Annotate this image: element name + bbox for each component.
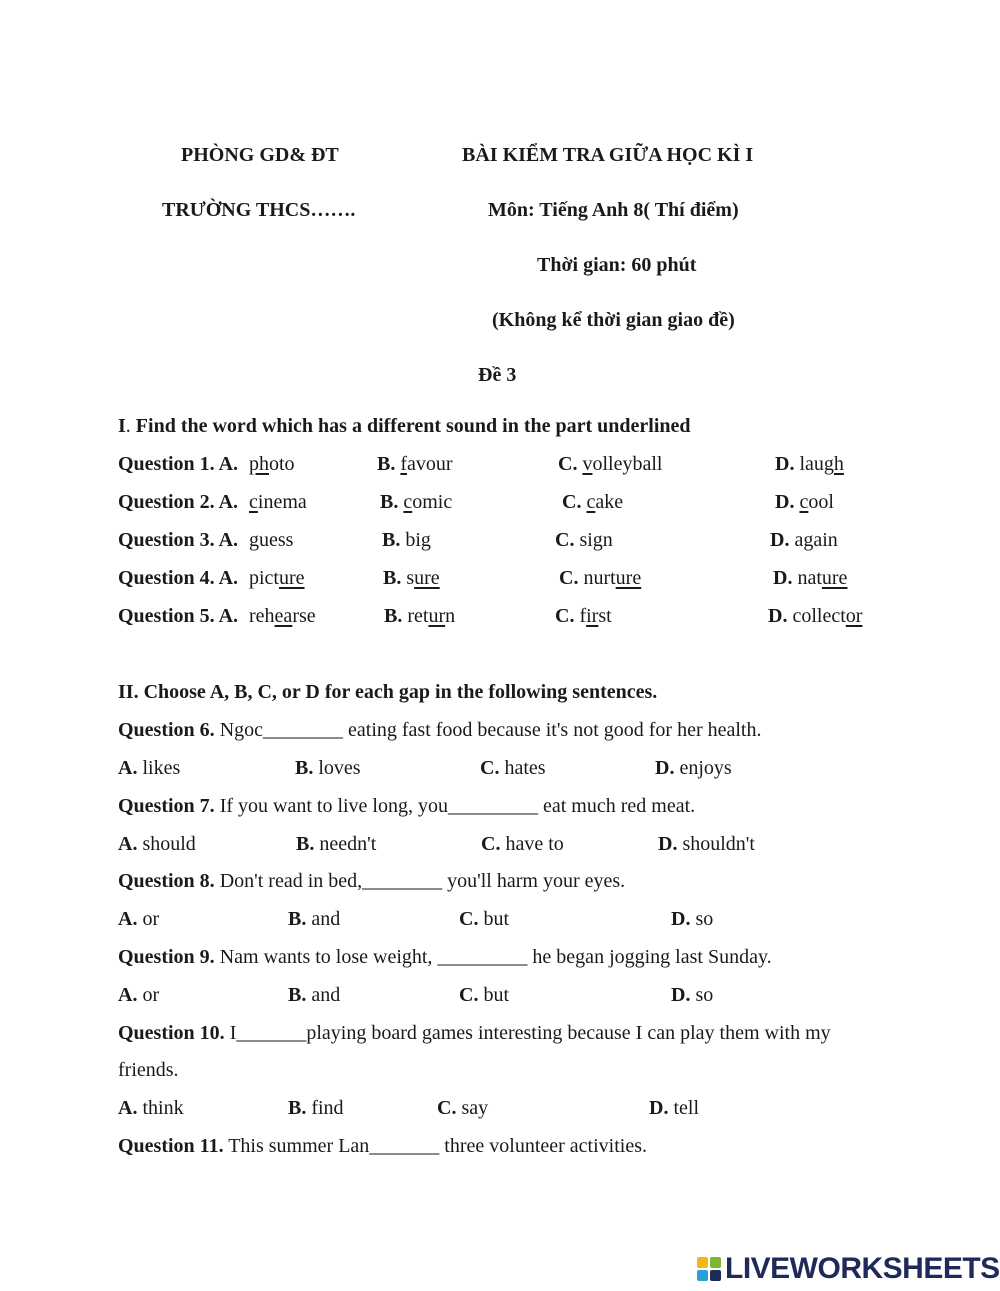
option-d: D. nature	[773, 567, 848, 589]
option-a: guess	[249, 529, 294, 551]
option-b: B. loves	[295, 757, 361, 779]
section-1-title: Find the word which has a different sound in the part underlined	[135, 415, 691, 437]
option-d: D. cool	[775, 491, 834, 513]
option-c: C. say	[437, 1097, 489, 1119]
option-a: rehearse	[249, 605, 316, 627]
option-a: cinema	[249, 491, 307, 513]
question-label: Question 1. A.	[118, 453, 239, 475]
question-label: Question 3. A.	[118, 529, 239, 551]
logo-square-1	[697, 1257, 708, 1268]
question-stem: Question 11. This summer Lan_______ three volunteer activities.	[118, 1135, 647, 1157]
question-stem-continued: friends.	[118, 1059, 179, 1081]
option-b: B. favour	[377, 453, 453, 475]
question-stem: Question 10. I_______playing board games interesting because I can play them with my	[118, 1022, 831, 1044]
logo-square-3	[697, 1270, 708, 1281]
option-b: B. sure	[383, 567, 440, 589]
option-d: D. collector	[768, 605, 863, 627]
option-c: C. sign	[555, 529, 613, 551]
option-c: C. have to	[481, 833, 564, 855]
question-label: Question 4. A.	[118, 567, 239, 589]
option-b: B. find	[288, 1097, 344, 1119]
exam-version: Đề 3	[478, 364, 517, 386]
exam-title: BÀI KIỂM TRA GIỮA HỌC KÌ I	[462, 144, 754, 166]
section-2-heading: II. Choose A, B, C, or D for each gap in the following sentences.	[118, 681, 658, 703]
option-a: photo	[249, 453, 295, 475]
department-name: PHÒNG GD& ĐT	[181, 144, 339, 166]
option-a: A. should	[118, 833, 196, 855]
option-a: A. likes	[118, 757, 181, 779]
question-label: Question 2. A.	[118, 491, 239, 513]
option-c: C. nurture	[559, 567, 642, 589]
option-c: C. but	[459, 984, 510, 1006]
option-b: B. comic	[380, 491, 453, 513]
question-stem: Question 8. Don't read in bed,________ you'll harm your eyes.	[118, 870, 626, 892]
section-1-number: I	[118, 415, 126, 437]
option-c: C. first	[555, 605, 612, 627]
option-d: D. so	[671, 908, 714, 930]
logo-text: LIVEWORKSHEETS	[725, 1252, 1000, 1285]
option-d: D. laugh	[775, 453, 844, 475]
question-label: Question 5. A.	[118, 605, 239, 627]
logo-square-4	[710, 1270, 721, 1281]
option-c: C. cake	[562, 491, 624, 513]
option-a: A. or	[118, 984, 160, 1006]
option-c: C. volleyball	[558, 453, 663, 475]
section-1-heading: I. Find the word which has a different sound in the part underlined	[118, 415, 691, 437]
question-stem: Question 7. If you want to live long, you_________ eat much red meat.	[118, 795, 696, 817]
time-note: (Không kể thời gian giao đề)	[492, 309, 735, 331]
subject: Môn: Tiếng Anh 8( Thí điểm)	[488, 199, 739, 221]
exam-time: Thời gian: 60 phút	[537, 254, 697, 276]
logo-mark-icon	[697, 1257, 721, 1281]
question-stem: Question 6. Ngoc________ eating fast food because it's not good for her health.	[118, 719, 762, 741]
school-name: TRƯỜNG THCS…….	[162, 199, 356, 221]
option-c: C. but	[459, 908, 510, 930]
option-a: A. think	[118, 1097, 184, 1119]
option-a: A. or	[118, 908, 160, 930]
option-c: C. hates	[480, 757, 546, 779]
option-b: B. and	[288, 984, 341, 1006]
liveworksheets-logo	[697, 1252, 1000, 1286]
option-d: D. enjoys	[655, 757, 732, 779]
option-d: D. tell	[649, 1097, 699, 1119]
option-d: D. again	[770, 529, 838, 551]
option-b: B. return	[384, 605, 456, 627]
option-d: D. shouldn't	[658, 833, 755, 855]
option-b: B. big	[382, 529, 431, 551]
logo-square-2	[710, 1257, 721, 1268]
option-b: B. needn't	[296, 833, 377, 855]
option-b: B. and	[288, 908, 341, 930]
option-a: picture	[249, 567, 305, 589]
question-stem: Question 9. Nam wants to lose weight, _________ he began jogging last Sunday.	[118, 946, 772, 968]
option-d: D. so	[671, 984, 714, 1006]
